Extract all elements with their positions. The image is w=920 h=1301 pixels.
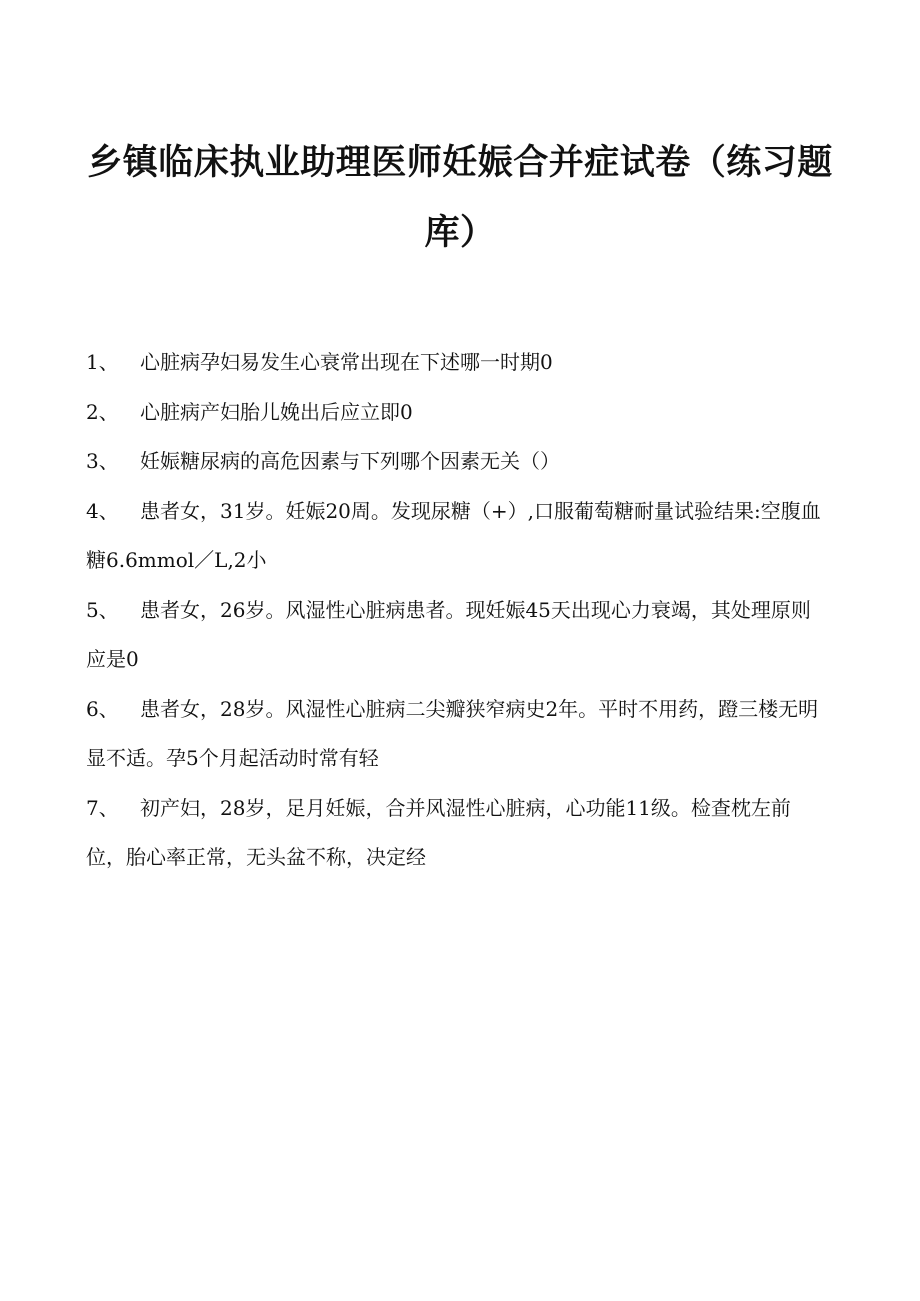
question-number: 2、 <box>86 399 119 424</box>
question-number: 3、 <box>86 449 119 473</box>
question-number: 6、 <box>86 696 119 721</box>
question-number: 4、 <box>86 498 119 523</box>
question-item <box>86 487 826 586</box>
question-text: 妊娠糖尿病的高危因素与下列哪个因素无关（） <box>140 449 560 473</box>
question-item <box>86 388 826 438</box>
question-text: 患者女，26岁。风湿性心脏病患者。现妊娠45天出现心力衰竭，其处理原则应是0 <box>86 597 811 671</box>
question-number: 5、 <box>86 597 119 622</box>
question-number: 1、 <box>86 350 119 374</box>
question-text: 心脏病产妇胎儿娩出后应立即0 <box>140 399 413 424</box>
question-item <box>86 784 826 883</box>
question-item <box>86 586 826 685</box>
question-item <box>86 437 826 487</box>
question-text: 初产妇，28岁，足月妊娠，合并风湿性心脏病，心功能11级。检查枕左前位，胎心率正常，无头盆不称，决定经 <box>86 795 791 869</box>
question-item <box>86 685 826 784</box>
question-text: 患者女，28岁。风湿性心脏病二尖瓣狭窄病史2年。平时不用药，蹬三楼无明显不适。孕5个月起活动时常有轻 <box>86 696 819 770</box>
question-list <box>86 338 826 883</box>
document-title: 乡镇临床执业助理医师妊娠合并症试卷（练习题库） <box>87 143 833 253</box>
question-text: 患者女，31岁。妊娠20周。发现尿糖（+）,口服葡萄糖耐量试验结果:空腹血糖6.6mmol／L,2小 <box>86 498 821 572</box>
question-item <box>86 338 826 388</box>
question-number: 7、 <box>86 795 119 820</box>
question-text: 心脏病孕妇易发生心衰常出现在下述哪一时期0 <box>140 350 553 374</box>
